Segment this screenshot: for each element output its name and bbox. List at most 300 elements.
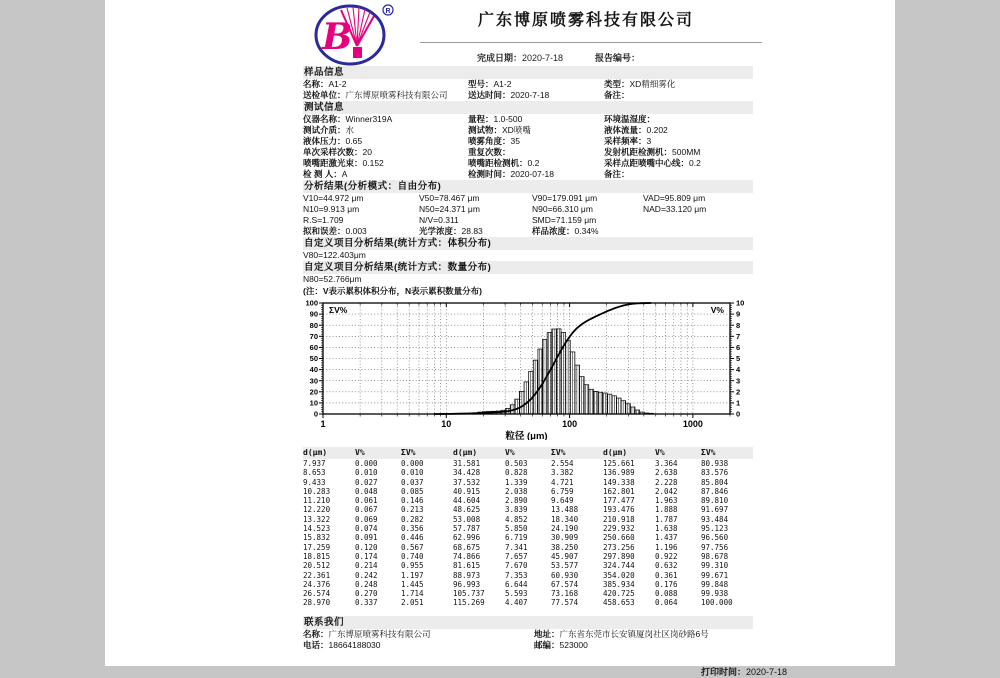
table-cell-v: 0.337 (355, 598, 401, 607)
table-cell-v: 0.000 (355, 459, 401, 468)
table-cell-v: 0.048 (355, 487, 401, 496)
svg-text:6: 6 (736, 343, 740, 352)
table-header-row (303, 447, 753, 459)
table-cell-d: 136.989 (603, 468, 655, 477)
info-row (303, 193, 753, 204)
test-field (468, 158, 604, 169)
table-header-cell: d(μm) (453, 447, 505, 459)
distribution-table (303, 447, 753, 608)
test-field (303, 125, 468, 136)
table-cell-v: 0.270 (355, 589, 401, 598)
svg-text:1000: 1000 (683, 419, 703, 429)
particle-size-chart (303, 300, 753, 445)
test-field (303, 147, 468, 158)
field-value: N50=24.371 μm (419, 204, 480, 214)
analysis-field (419, 215, 532, 226)
contact-field (303, 640, 534, 651)
table-cell-d: 31.581 (453, 459, 505, 468)
field-value: NAD=33.120 μm (643, 204, 706, 214)
field-value: R.S=1.709 (303, 215, 343, 225)
table-cell-v: 6.719 (505, 533, 551, 542)
table-cell-v: 0.067 (355, 505, 401, 514)
field-value: N90=66.310 μm (532, 204, 593, 214)
info-row (303, 158, 753, 169)
table-cell-v: 3.364 (655, 459, 701, 468)
field-label: 喷雾角度： (468, 136, 511, 146)
field-value: 2020-07-18 (511, 169, 554, 179)
field-value: 0.202 (647, 125, 668, 135)
table-cell-d: 420.725 (603, 589, 655, 598)
table-cell-v: 1.339 (505, 478, 551, 487)
table-cell-cum: 0.567 (401, 543, 453, 552)
table-row (303, 589, 753, 598)
table-cell-v: 0.361 (655, 571, 701, 580)
table-cell-d: 125.661 (603, 459, 655, 468)
info-row (303, 169, 753, 180)
table-cell-d: 88.973 (453, 571, 505, 580)
table-cell-cum: 93.484 (701, 515, 755, 524)
field-label: 单次采样次数： (303, 147, 363, 157)
table-cell-v: 0.010 (355, 468, 401, 477)
table-cell-cum: 99.938 (701, 589, 755, 598)
table-header-cell: d(μm) (303, 447, 355, 459)
table-row (303, 580, 753, 589)
table-cell-v: 2.038 (505, 487, 551, 496)
table-cell-v: 0.027 (355, 478, 401, 487)
field-value: 20 (363, 147, 372, 157)
field-value: 0.2 (528, 158, 540, 168)
section-title-custom-volume: 自定义项目分析结果(统计方式：体积分布) (303, 237, 753, 250)
svg-text:7: 7 (736, 332, 740, 341)
field-value: SMD=71.159 μm (532, 215, 596, 225)
table-cell-d: 297.890 (603, 552, 655, 561)
table-cell-v: 2.228 (655, 478, 701, 487)
test-field (604, 147, 753, 158)
table-cell-v: 7.670 (505, 561, 551, 570)
table-cell-cum: 80.938 (701, 459, 755, 468)
table-cell-cum: 100.000 (701, 598, 755, 607)
table-cell-cum: 3.382 (551, 468, 603, 477)
table-cell-d: 57.787 (453, 524, 505, 533)
table-cell-cum: 9.649 (551, 496, 603, 505)
info-row (303, 136, 753, 147)
table-cell-v: 0.064 (655, 598, 701, 607)
chart-svg (303, 300, 753, 440)
table-cell-cum: 0.356 (401, 524, 453, 533)
table-cell-cum: 0.282 (401, 515, 453, 524)
field-value: 0.65 (346, 136, 363, 146)
field-label: 光学浓度： (419, 226, 462, 236)
table-cell-d: 18.815 (303, 552, 355, 561)
analysis-field (303, 226, 419, 237)
field-label: 采样点距喷嘴中心线： (604, 158, 689, 168)
field-value: A (342, 169, 348, 179)
table-cell-cum: 87.846 (701, 487, 755, 496)
info-row (303, 204, 753, 215)
table-cell-d: 8.653 (303, 468, 355, 477)
table-header-cell: V% (655, 447, 701, 459)
table-cell-d: 149.338 (603, 478, 655, 487)
field-label: 测试介质： (303, 125, 346, 135)
test-field (303, 158, 468, 169)
analysis-field (419, 193, 532, 204)
table-cell-d: 229.932 (603, 524, 655, 533)
table-cell-v: 2.042 (655, 487, 701, 496)
table-cell-v: 2.890 (505, 496, 551, 505)
table-row (303, 515, 753, 524)
table-cell-cum: 30.909 (551, 533, 603, 542)
sample-field (303, 90, 468, 101)
svg-text:10: 10 (441, 419, 451, 429)
print-time-label: 打印时间： (701, 667, 746, 677)
table-cell-cum: 96.560 (701, 533, 755, 542)
field-value: 523000 (560, 640, 588, 650)
completion-date (477, 51, 563, 64)
table-cell-cum: 38.250 (551, 543, 603, 552)
table-cell-d: 34.428 (453, 468, 505, 477)
sample-field (604, 79, 753, 90)
sample-info-rows (303, 79, 753, 101)
table-cell-cum: 67.574 (551, 580, 603, 589)
table-cell-v: 0.091 (355, 533, 401, 542)
table-cell-d: 7.937 (303, 459, 355, 468)
info-row (303, 629, 753, 640)
sample-field (468, 90, 604, 101)
info-row (303, 147, 753, 158)
table-cell-cum: 0.955 (401, 561, 453, 570)
header-divider (420, 42, 762, 43)
test-field (604, 125, 753, 136)
table-row (303, 468, 753, 477)
table-header-cell: ΣV% (401, 447, 453, 459)
table-cell-d: 12.220 (303, 505, 355, 514)
print-time (303, 665, 787, 678)
section-title-analysis-result: 分析结果(分析模式：自由分布) (303, 180, 753, 193)
table-cell-cum: 85.804 (701, 478, 755, 487)
svg-text:100: 100 (305, 300, 318, 308)
table-cell-d: 53.008 (453, 515, 505, 524)
svg-text:60: 60 (310, 343, 318, 352)
field-label: 量程： (468, 114, 494, 124)
field-label: 环境温湿度： (604, 114, 655, 124)
field-label: 备注： (604, 90, 630, 100)
table-cell-v: 0.074 (355, 524, 401, 533)
analysis-field (643, 215, 753, 226)
field-label: 型号： (468, 79, 494, 89)
completion-date-label: 完成日期： (477, 53, 522, 63)
print-time-value: 2020-7-18 (746, 667, 787, 677)
table-cell-cum: 91.697 (701, 505, 755, 514)
table-cell-v: 5.593 (505, 589, 551, 598)
table-cell-cum: 60.930 (551, 571, 603, 580)
analysis-result-rows (303, 193, 753, 237)
table-cell-d: 81.615 (453, 561, 505, 570)
table-cell-cum: 99.848 (701, 580, 755, 589)
field-value: 广东省东莞市长安镇厦岗社区岗砂路6号 (560, 629, 709, 639)
sample-field (604, 90, 753, 101)
table-row (303, 598, 753, 607)
table-cell-d: 62.996 (453, 533, 505, 542)
table-cell-cum: 53.577 (551, 561, 603, 570)
field-value: 0.152 (363, 158, 384, 168)
table-cell-cum: 95.123 (701, 524, 755, 533)
sample-field (468, 79, 604, 90)
svg-text:R: R (385, 8, 390, 15)
field-value: XD喷嘴 (502, 125, 531, 135)
table-cell-cum: 13.488 (551, 505, 603, 514)
info-row (303, 640, 753, 651)
table-cell-cum: 73.168 (551, 589, 603, 598)
field-value: 0.34% (575, 226, 599, 236)
table-cell-d: 24.376 (303, 580, 355, 589)
table-header-cell: ΣV% (701, 447, 755, 459)
field-label: 名称： (303, 79, 329, 89)
table-cell-d: 105.737 (453, 589, 505, 598)
table-cell-d: 10.283 (303, 487, 355, 496)
table-cell-v: 4.407 (505, 598, 551, 607)
table-cell-v: 2.638 (655, 468, 701, 477)
table-cell-v: 0.922 (655, 552, 701, 561)
table-cell-v: 1.787 (655, 515, 701, 524)
section-title-custom-number: 自定义项目分析结果(统计方式：数量分布) (303, 261, 753, 274)
page-title: 广东博原喷雾科技有限公司 (431, 7, 741, 30)
table-row (303, 543, 753, 552)
analysis-field (532, 193, 643, 204)
test-field (468, 147, 604, 158)
table-cell-v: 1.196 (655, 543, 701, 552)
table-cell-d: 458.653 (603, 598, 655, 607)
field-value: A1-2 (329, 79, 347, 89)
table-cell-v: 0.248 (355, 580, 401, 589)
table-cell-d: 11.210 (303, 496, 355, 505)
table-row (303, 571, 753, 580)
svg-text:3: 3 (736, 376, 740, 385)
test-field (303, 169, 468, 180)
field-value: 500MM (672, 147, 700, 157)
field-value: 28.83 (462, 226, 483, 236)
table-cell-cum: 45.907 (551, 552, 603, 561)
test-field (468, 125, 604, 136)
table-cell-d: 74.866 (453, 552, 505, 561)
table-cell-v: 0.176 (655, 580, 701, 589)
field-value: V50=78.467 μm (419, 193, 479, 203)
contact-field (303, 629, 534, 640)
field-value: 0.2 (689, 158, 701, 168)
table-cell-v: 1.888 (655, 505, 701, 514)
table-cell-cum: 99.310 (701, 561, 755, 570)
table-cell-d: 44.604 (453, 496, 505, 505)
completion-date-value: 2020-7-18 (522, 53, 563, 63)
table-cell-d: 385.934 (603, 580, 655, 589)
table-cell-cum: 0.446 (401, 533, 453, 542)
analysis-field (419, 226, 532, 237)
field-value: 0.003 (346, 226, 367, 236)
table-cell-cum: 0.146 (401, 496, 453, 505)
analysis-field (532, 215, 643, 226)
analysis-field (643, 226, 753, 237)
table-cell-d: 250.660 (603, 533, 655, 542)
test-info-rows (303, 114, 753, 180)
field-value: 广东博原喷雾科技有限公司 (329, 629, 431, 639)
table-row (303, 552, 753, 561)
field-value: V90=179.091 μm (532, 193, 597, 203)
test-field (604, 158, 753, 169)
section-title-test-info: 测试信息 (303, 101, 753, 114)
table-cell-v: 6.644 (505, 580, 551, 589)
field-value: N10=9.913 μm (303, 204, 359, 214)
field-value: 35 (511, 136, 520, 146)
table-row (303, 524, 753, 533)
table-cell-cum: 89.810 (701, 496, 755, 505)
table-row (303, 561, 753, 570)
field-label: 仪器名称： (303, 114, 346, 124)
table-cell-cum: 0.085 (401, 487, 453, 496)
field-value: 1.0-500 (494, 114, 523, 124)
field-label: 检 测 人： (303, 169, 342, 179)
field-label: 喷嘴距检测机： (468, 158, 528, 168)
svg-text:0: 0 (736, 410, 740, 419)
table-cell-cum: 2.554 (551, 459, 603, 468)
table-cell-cum: 0.010 (401, 468, 453, 477)
table-row (303, 505, 753, 514)
table-cell-d: 115.269 (453, 598, 505, 607)
section-title-contact: 联系我们 (303, 616, 753, 629)
field-label: 送检单位： (303, 90, 346, 100)
test-field (468, 169, 604, 180)
info-row (303, 90, 753, 101)
table-header-cell: ΣV% (551, 447, 603, 459)
table-cell-cum: 97.756 (701, 543, 755, 552)
table-cell-d: 37.532 (453, 478, 505, 487)
table-cell-cum: 1.714 (401, 589, 453, 598)
table-cell-v: 4.852 (505, 515, 551, 524)
table-header-cell: d(μm) (603, 447, 655, 459)
table-cell-cum: 98.678 (701, 552, 755, 561)
contact-field (534, 629, 753, 640)
table-cell-d: 273.256 (603, 543, 655, 552)
section-title-sample-info: 样品信息 (303, 66, 753, 79)
table-cell-v: 0.088 (655, 589, 701, 598)
table-cell-d: 13.322 (303, 515, 355, 524)
field-label: 液体流量： (604, 125, 647, 135)
table-cell-v: 0.632 (655, 561, 701, 570)
table-header-cell: V% (505, 447, 551, 459)
analysis-field (532, 226, 643, 237)
table-row (303, 487, 753, 496)
table-cell-d: 15.832 (303, 533, 355, 542)
report-content (303, 66, 753, 678)
contact-rows (303, 629, 753, 651)
table-cell-v: 0.069 (355, 515, 401, 524)
table-cell-cum: 18.340 (551, 515, 603, 524)
svg-text:V%: V% (711, 305, 725, 315)
svg-text:100: 100 (562, 419, 577, 429)
field-label: 测试物： (468, 125, 502, 135)
custom-volume-value: V80=122.403μm (303, 250, 753, 261)
info-row (303, 79, 753, 90)
table-cell-cum: 83.576 (701, 468, 755, 477)
field-value: 广东博原喷雾科技有限公司 (346, 90, 448, 100)
table-cell-d: 177.477 (603, 496, 655, 505)
table-cell-d: 20.512 (303, 561, 355, 570)
svg-text:2: 2 (736, 387, 740, 396)
table-cell-d: 17.259 (303, 543, 355, 552)
table-cell-cum: 6.759 (551, 487, 603, 496)
svg-text:1: 1 (736, 399, 740, 408)
analysis-field (419, 204, 532, 215)
field-value: V10=44.972 μm (303, 193, 363, 203)
table-cell-v: 0.120 (355, 543, 401, 552)
table-cell-cum: 1.445 (401, 580, 453, 589)
analysis-field (303, 204, 419, 215)
test-field (604, 169, 753, 180)
table-cell-d: 26.574 (303, 589, 355, 598)
field-value: XD精细雾化 (630, 79, 676, 89)
report-number-label: 报告编号： (595, 53, 640, 63)
field-label: 名称： (303, 629, 329, 639)
svg-text:5: 5 (736, 354, 740, 363)
analysis-field (303, 193, 419, 204)
table-cell-d: 68.675 (453, 543, 505, 552)
table-cell-d: 354.020 (603, 571, 655, 580)
field-value: 3 (647, 136, 652, 146)
table-cell-cum: 1.197 (401, 571, 453, 580)
svg-text:10: 10 (736, 300, 744, 308)
table-cell-v: 7.657 (505, 552, 551, 561)
field-label: 样品浓度： (532, 226, 575, 236)
table-cell-d: 9.433 (303, 478, 355, 487)
test-field (303, 114, 468, 125)
registered-mark-icon (383, 5, 393, 15)
table-cell-v: 0.242 (355, 571, 401, 580)
table-row (303, 478, 753, 487)
field-label: 采样频率： (604, 136, 647, 146)
field-value: A1-2 (494, 79, 512, 89)
table-cell-v: 1.963 (655, 496, 701, 505)
field-label: 类型： (604, 79, 630, 89)
contact-field (534, 640, 753, 651)
info-row (303, 125, 753, 136)
table-cell-v: 7.341 (505, 543, 551, 552)
field-value: 2020-7-18 (511, 90, 550, 100)
report-page (105, 0, 895, 666)
svg-text:80: 80 (310, 321, 318, 330)
analysis-field (303, 215, 419, 226)
info-row (303, 215, 753, 226)
field-value: 18664188030 (329, 640, 381, 650)
table-cell-cum: 0.740 (401, 552, 453, 561)
svg-text:粒径 (μm): 粒径 (μm) (504, 430, 547, 440)
analysis-field (532, 204, 643, 215)
table-cell-v: 5.850 (505, 524, 551, 533)
field-label: 发射机距检测机： (604, 147, 672, 157)
field-label: 电话： (303, 640, 329, 650)
svg-text:4: 4 (736, 365, 741, 374)
svg-text:20: 20 (310, 387, 318, 396)
table-cell-d: 193.476 (603, 505, 655, 514)
table-cell-cum: 4.721 (551, 478, 603, 487)
svg-text:40: 40 (310, 365, 318, 374)
field-label: 检测时间： (468, 169, 511, 179)
table-cell-cum: 0.037 (401, 478, 453, 487)
svg-text:9: 9 (736, 310, 740, 319)
distribution-note: (注：V表示累积体积分布，N表示累积数量分布) (303, 286, 753, 297)
test-field (303, 136, 468, 147)
svg-text:8: 8 (736, 321, 740, 330)
report-number (595, 51, 640, 64)
table-cell-cum: 24.190 (551, 524, 603, 533)
table-cell-d: 40.915 (453, 487, 505, 496)
